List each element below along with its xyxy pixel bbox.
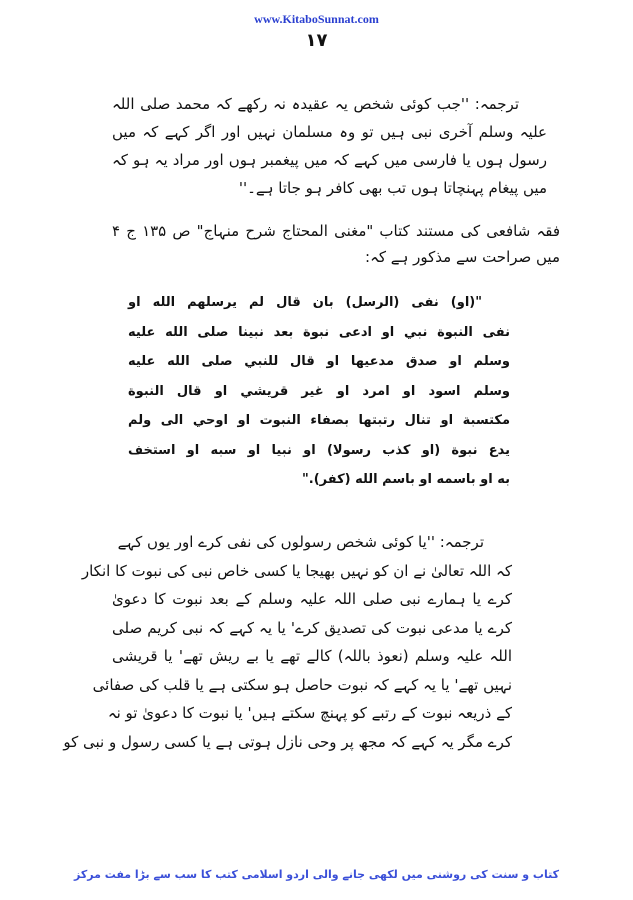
- text-line: ترجمہ: ''یا کوئی شخص رسولوں کی نفی کرے اور یوں کہے: [117, 533, 484, 551]
- translation-paragraph-1: [112, 90, 547, 202]
- text-line: علیہ وسلم آخری نبی ہیں تو وہ مسلمان نہیں اور اگر کہے کہ میں: [112, 123, 547, 141]
- text-line: نفى النبوة نبي او ادعى نبوة بعد نبينا صلى الله عليه: [128, 324, 510, 340]
- text-line: "(او) نفى (الرسل) بان قال لم يرسلهم الله او: [128, 295, 482, 310]
- reference-paragraph: [112, 218, 560, 270]
- text-line: وسلم او صدق مدعيها او قال للنبي صلى الله عليه: [128, 354, 510, 369]
- text-line: به او باسمه او باسم الله (كفر).": [301, 472, 510, 487]
- text-line: اللہ علیہ وسلم (نعوذ باللہ) کالے تھے یا بے ریش تھے' یا قریشی: [112, 647, 512, 665]
- page-number: ۱۷: [305, 30, 328, 51]
- text-line: رسول ہوں یا فارسی میں کہے کہ میں پیغمبر ہوں اور مراد یہ ہو کہ: [112, 151, 547, 169]
- text-line: کرے یا مدعی نبوت کی تصدیق کرے' یا یہ کہے کہ نبی کریم صلی: [112, 618, 512, 637]
- arabic-quote: [128, 288, 510, 495]
- text-line: کرے یا ہمارے نبی صلی اللہ علیہ وسلم کے بعد نبوت کا دعویٰ: [112, 590, 512, 608]
- text-line: ترجمہ: ''جب کوئی شخص یہ عقیدہ نہ رکھے کہ محمد صلی اللہ: [112, 95, 519, 113]
- text-line: مكتسبة او تنال رتبتها بصفاء النبوت او اوحي الى ولم: [128, 413, 510, 428]
- text-line: میں پیغام پہنچاتا ہوں تب بھی کافر ہو جاتا ہے۔'': [238, 179, 547, 197]
- text-line: کرے مگر یہ کہے کہ مجھ پر وحی نازل ہوتی ہے یا کسی رسول و نبی کو: [63, 732, 512, 751]
- site-url-link[interactable]: www.KitaboSunnat.com: [254, 12, 379, 26]
- text-line: نہیں تھے' یا یہ کہے کہ نبوت حاصل ہو سکتی ہے یا قلب کی صفائی: [92, 675, 512, 694]
- text-line: کے ذریعہ نبوت کے رتبے کو پہنچ سکتے ہیں' یا نبوت کا دعویٰ تو نہ: [107, 704, 512, 722]
- text-line: کہ اللہ تعالیٰ نے ان کو نہیں بھیجا یا کسی خاص نبی کی نبوت کا انکار: [81, 561, 512, 580]
- text-line: وسلم اسود او امرد او غير قريشي او قال النبوة: [128, 383, 510, 399]
- footer-tagline: کتاب و سنت کی روشنی میں لکھی جانے والی اردو اسلامی کتب کا سب سے بڑا مفت مرکز: [74, 868, 559, 881]
- text-line: فقہ شافعی کی مستند کتاب "مغنی المحتاج شرح منہاج" ص ۱۳۵ ج ۴: [112, 222, 560, 240]
- translation-paragraph-2: [63, 528, 512, 756]
- text-line: میں صراحت سے مذکور ہے کہ:: [365, 248, 560, 266]
- text-line: يدع نبوة (او كذب رسولا) او نبيا او سبه او استخف: [128, 442, 510, 458]
